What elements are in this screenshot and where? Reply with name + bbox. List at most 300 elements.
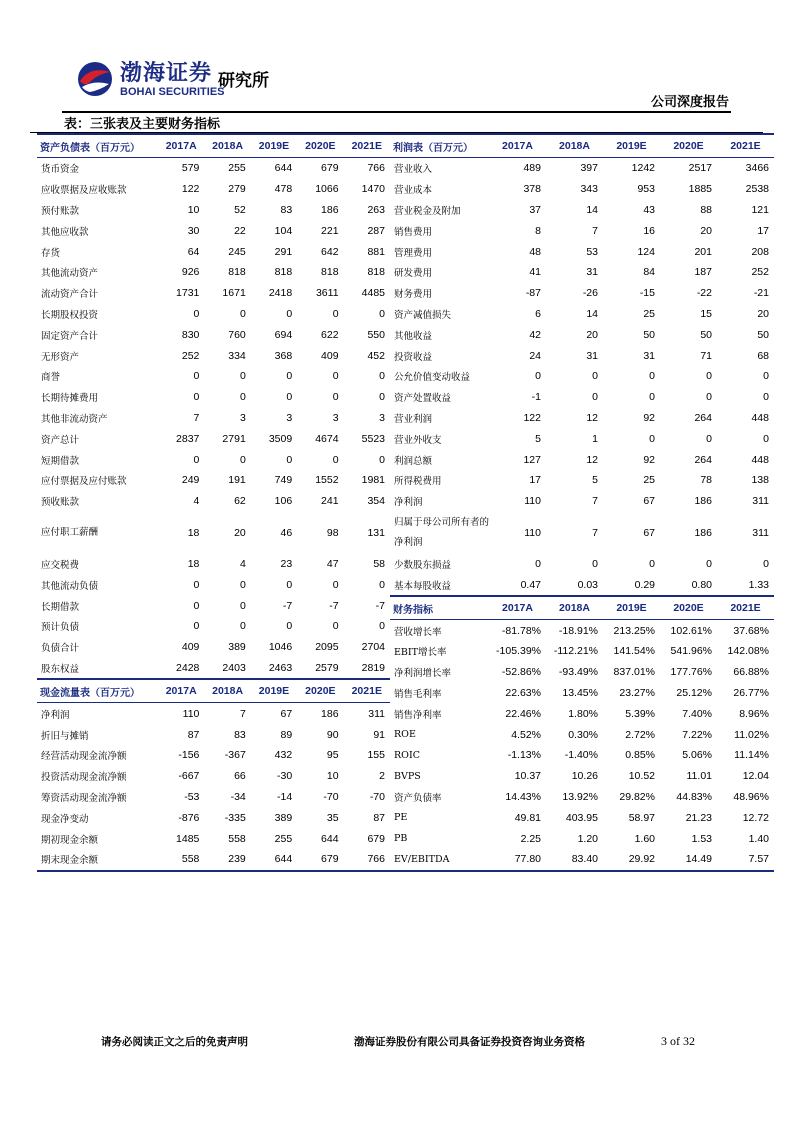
table-row <box>390 662 774 683</box>
row-value: 0 <box>239 370 246 383</box>
row-value: 127 <box>523 453 541 466</box>
row-value: 1.80% <box>568 707 598 720</box>
row-value: 239 <box>204 849 250 871</box>
year-header: 2021E <box>344 679 390 703</box>
row-value: 0 <box>649 370 655 383</box>
table-row <box>390 554 774 575</box>
section-header <box>390 134 774 158</box>
row-value: 46 <box>280 526 293 539</box>
row-value: 138 <box>751 474 769 487</box>
row-label: 股东权益 <box>41 663 80 675</box>
table-row <box>37 428 390 449</box>
year-header: 2018A <box>546 134 603 158</box>
row-value: 50 <box>643 328 655 341</box>
row-value: 252 <box>751 266 769 279</box>
row-value: 87 <box>373 811 385 824</box>
row-value: 10 <box>187 203 200 216</box>
row-value: 1242 <box>631 162 655 175</box>
table-row <box>37 787 390 808</box>
row-value: -26 <box>582 287 598 300</box>
row-value: 77.80 <box>489 849 546 871</box>
year-header: 2021E <box>717 134 774 158</box>
year-header: 2019E <box>603 596 660 620</box>
row-value: 106 <box>274 495 293 508</box>
row-value: 14 <box>586 307 598 320</box>
row-value: -156 <box>178 749 200 762</box>
table-row <box>390 574 774 596</box>
row-label: ROIC <box>394 749 420 761</box>
row-value: 1066 <box>315 183 339 196</box>
year-header: 2021E <box>717 596 774 620</box>
row-label: 货币资金 <box>41 164 80 176</box>
financial-tables <box>37 133 774 872</box>
row-value: 622 <box>321 328 339 341</box>
row-label: 资产负债率 <box>394 792 442 804</box>
row-value: 0 <box>592 391 598 404</box>
table-row <box>390 512 774 554</box>
row-value: 25.12% <box>676 686 712 699</box>
row-label: 预计负债 <box>41 622 80 634</box>
row-value: 249 <box>181 474 200 487</box>
row-value: 579 <box>181 162 200 175</box>
table-row <box>37 470 390 491</box>
row-value: 0 <box>332 620 339 633</box>
row-value: 343 <box>580 183 598 196</box>
row-value: 0 <box>379 391 385 404</box>
bohai-logo-icon <box>76 60 114 98</box>
row-value: 0 <box>239 307 246 320</box>
row-label: 销售费用 <box>394 226 433 238</box>
row-value: 0 <box>763 391 769 404</box>
row-value: 0.29 <box>634 578 655 591</box>
row-label: 流动资产合计 <box>41 289 99 301</box>
row-value: 11.02% <box>734 728 769 741</box>
row-value: 5.39% <box>625 707 655 720</box>
row-value: -93.49% <box>558 666 598 679</box>
row-value: 141.54% <box>613 645 655 658</box>
row-value: 749 <box>274 474 293 487</box>
right-column <box>390 133 774 872</box>
row-value: 311 <box>752 495 769 508</box>
table-row <box>390 449 774 470</box>
row-value: 0.30% <box>568 728 598 741</box>
row-value: 7 <box>592 526 598 539</box>
row-value: 7.40% <box>682 707 712 720</box>
year-header: 2020E <box>660 596 717 620</box>
row-value: 0 <box>763 370 769 383</box>
table-row <box>37 283 390 304</box>
year-header: 2017A <box>158 679 204 703</box>
row-value: 0 <box>286 578 293 591</box>
row-value: 49.81 <box>514 811 541 824</box>
row-value: 0 <box>706 557 712 570</box>
row-label: 存货 <box>41 247 61 259</box>
row-value: -52.86% <box>501 666 541 679</box>
row-value: 0 <box>193 453 200 466</box>
row-label: 期初现金余额 <box>41 834 99 846</box>
row-value: 4 <box>193 495 200 508</box>
row-value: -7 <box>329 599 339 612</box>
row-value: 14.49 <box>660 849 717 871</box>
row-value: 89 <box>280 728 293 741</box>
table-row <box>37 366 390 387</box>
row-value: 131 <box>367 526 385 539</box>
row-value: 389 <box>274 811 293 824</box>
row-value: 3509 <box>268 432 293 445</box>
row-value: 122 <box>523 411 541 424</box>
row-value: 3 <box>332 411 339 424</box>
row-label: 固定资产合计 <box>41 330 99 342</box>
row-value: 926 <box>181 266 200 279</box>
row-value: 0.03 <box>577 578 598 591</box>
row-value: 25 <box>643 474 655 487</box>
table-row <box>37 304 390 325</box>
row-value: 0.80 <box>691 578 712 591</box>
row-label: 利润总额 <box>394 455 433 467</box>
row-value: 3 <box>286 411 293 424</box>
row-value: 23.27% <box>619 686 655 699</box>
row-value: 1552 <box>315 474 339 487</box>
row-value: 43 <box>643 203 655 216</box>
row-value: 7 <box>592 224 598 237</box>
row-label: 净利润增长率 <box>394 668 452 680</box>
row-value: 8.96% <box>739 707 769 720</box>
table-row <box>390 849 774 871</box>
row-value: 264 <box>694 453 712 466</box>
row-value: 3466 <box>745 162 769 175</box>
row-value: 0 <box>649 432 655 445</box>
row-value: 694 <box>274 328 293 341</box>
row-value: -7 <box>375 599 385 612</box>
table-row <box>390 283 774 304</box>
row-value: 20 <box>757 307 769 320</box>
row-value: 8 <box>535 224 541 237</box>
row-value: -22 <box>696 287 712 300</box>
row-value: 29.92 <box>603 849 660 871</box>
table-row <box>37 703 390 724</box>
section-title: 资产负债表（百万元） <box>37 134 158 158</box>
row-value: 37.68% <box>733 624 769 637</box>
row-value: 0 <box>193 391 200 404</box>
row-value: 201 <box>694 245 712 258</box>
row-label: 公允价值变动收益 <box>394 372 471 384</box>
table-row <box>37 724 390 745</box>
row-value: 0 <box>332 578 339 591</box>
table-row <box>390 620 774 641</box>
left-column <box>37 133 390 872</box>
table-row <box>37 345 390 366</box>
row-value: 0 <box>286 391 293 404</box>
row-value: 3 <box>379 411 385 424</box>
year-header: 2020E <box>297 679 343 703</box>
row-label: 长期股权投资 <box>41 309 99 321</box>
row-value: 818 <box>321 266 339 279</box>
row-value: 311 <box>752 526 769 539</box>
table-title: 表：三张表及主要财务指标 <box>64 117 221 132</box>
row-value: 448 <box>751 453 769 466</box>
table-row <box>390 766 774 787</box>
row-value: 409 <box>321 349 339 362</box>
table-row <box>390 262 774 283</box>
row-value: 0 <box>286 370 293 383</box>
row-value: -30 <box>276 770 293 783</box>
row-value: 0 <box>332 370 339 383</box>
row-value: 21.23 <box>685 811 712 824</box>
row-value: 0 <box>332 453 339 466</box>
table-row <box>390 428 774 449</box>
row-value: 0 <box>193 620 200 633</box>
table-row <box>37 200 390 221</box>
row-value: 0 <box>286 307 293 320</box>
row-value: 644 <box>251 849 297 871</box>
row-value: 14.43% <box>505 790 541 803</box>
row-value: 0 <box>706 432 712 445</box>
row-value: 2517 <box>688 162 712 175</box>
year-header: 2019E <box>251 679 297 703</box>
table-row <box>390 158 774 179</box>
row-value: 2538 <box>745 183 769 196</box>
row-label: 财务费用 <box>394 289 433 301</box>
row-value: 44.83% <box>676 790 712 803</box>
table-row <box>37 745 390 766</box>
row-value: 20 <box>234 526 246 539</box>
row-value: 818 <box>274 266 293 279</box>
row-value: 0 <box>592 557 598 570</box>
row-value: 14 <box>586 203 598 216</box>
row-value: 11.01 <box>686 770 712 783</box>
row-value: 0 <box>239 620 246 633</box>
row-value: 91 <box>373 728 385 741</box>
row-value: 102.61% <box>670 624 712 637</box>
row-value: 409 <box>181 641 200 654</box>
year-header: 2018A <box>204 134 250 158</box>
row-value: 12 <box>586 453 598 466</box>
row-value: 29.82% <box>619 790 655 803</box>
row-value: 191 <box>228 474 246 487</box>
row-label: EBIT增长率 <box>394 647 447 659</box>
row-value: 22.46% <box>505 707 541 720</box>
table-row <box>390 807 774 828</box>
row-value: 64 <box>187 245 200 258</box>
row-label: 其他收益 <box>394 330 433 342</box>
row-value: -367 <box>224 749 246 762</box>
row-value: 104 <box>274 224 293 237</box>
row-value: 432 <box>274 749 293 762</box>
row-value: 760 <box>228 328 246 341</box>
row-value: 452 <box>367 349 385 362</box>
section-header <box>390 596 774 620</box>
row-value: 0 <box>763 557 769 570</box>
table-row <box>37 595 390 616</box>
row-value: 22.63% <box>505 686 541 699</box>
row-value: 142.08% <box>727 645 769 658</box>
row-value: 50 <box>757 328 769 341</box>
row-value: 541.96% <box>670 645 712 658</box>
row-value: 7.57 <box>717 849 774 871</box>
row-label: 研发费用 <box>394 268 433 280</box>
row-label: 所得税费用 <box>394 476 442 488</box>
table-row <box>37 616 390 637</box>
row-value: 0 <box>286 453 293 466</box>
table-row <box>390 408 774 429</box>
row-value: -15 <box>639 287 655 300</box>
year-header: 2019E <box>603 134 660 158</box>
row-value: 37 <box>529 203 541 216</box>
row-value: 98 <box>326 526 339 539</box>
row-value: -81.78% <box>501 624 541 637</box>
row-value: 66.88% <box>733 666 769 679</box>
table-row <box>390 828 774 849</box>
row-value: 24 <box>529 349 541 362</box>
row-value: 953 <box>637 183 655 196</box>
row-value: 252 <box>181 349 200 362</box>
row-value: 1731 <box>176 287 200 300</box>
row-value: -667 <box>178 770 200 783</box>
row-value: 1 <box>592 432 598 445</box>
row-value: 35 <box>326 811 339 824</box>
row-value: 0 <box>379 307 385 320</box>
section-title: 财务指标 <box>390 596 489 620</box>
row-value: 15 <box>700 307 712 320</box>
row-label: PE <box>394 812 408 824</box>
row-value: 291 <box>274 245 293 258</box>
table-row <box>37 637 390 658</box>
row-label: 管理费用 <box>394 247 433 259</box>
row-value: 18 <box>187 557 200 570</box>
row-value: 279 <box>228 183 246 196</box>
row-value: 221 <box>321 224 339 237</box>
row-label: 负债合计 <box>41 643 80 655</box>
row-label: 无形资产 <box>41 351 80 363</box>
row-value: 1671 <box>222 287 246 300</box>
row-value: 245 <box>228 245 246 258</box>
row-value: 2428 <box>176 661 200 674</box>
row-label: 销售毛利率 <box>394 688 442 700</box>
row-value: 92 <box>643 411 655 424</box>
row-value: 10 <box>326 770 339 783</box>
footer-qualification: 渤海证券股份有限公司具备证券投资咨询业务资格 <box>354 1036 585 1048</box>
row-value: 22 <box>234 224 246 237</box>
row-value: 31 <box>643 349 655 362</box>
row-value: 4 <box>239 557 246 570</box>
row-value: 644 <box>274 162 293 175</box>
row-value: 3 <box>239 411 246 424</box>
row-value: 550 <box>367 328 385 341</box>
row-value: 644 <box>321 832 339 845</box>
row-label: 短期借款 <box>41 455 80 467</box>
row-value: 186 <box>694 495 712 508</box>
row-value: 642 <box>321 245 339 258</box>
row-label: 经营活动现金流净额 <box>41 751 127 763</box>
row-value: -34 <box>230 790 246 803</box>
row-value: 397 <box>580 162 598 175</box>
row-label: 预收账款 <box>41 497 80 509</box>
row-label: 长期借款 <box>41 601 80 613</box>
row-value: 334 <box>228 349 246 362</box>
row-label: 应交税费 <box>41 559 80 571</box>
row-value: 10.52 <box>628 770 655 783</box>
row-value: 2403 <box>222 661 246 674</box>
table-row <box>37 658 390 680</box>
row-label: 营业利润 <box>394 413 433 425</box>
row-label: BVPS <box>394 770 421 782</box>
row-value: 110 <box>524 526 541 539</box>
table-row <box>37 449 390 470</box>
row-value: 368 <box>274 349 293 362</box>
row-value: 10.37 <box>514 770 541 783</box>
row-label: 预付账款 <box>41 205 80 217</box>
row-value: 186 <box>321 203 339 216</box>
row-value: 58.97 <box>628 811 655 824</box>
row-value: 2837 <box>176 432 200 445</box>
row-value: -1.13% <box>507 749 541 762</box>
row-value: 186 <box>321 707 339 720</box>
row-label: 其他非流动资产 <box>41 413 108 425</box>
row-value: 0 <box>239 391 246 404</box>
table-row <box>37 262 390 283</box>
row-value: -87 <box>525 287 541 300</box>
table-row <box>37 554 390 575</box>
row-value: 0 <box>379 620 385 633</box>
row-value: 1485 <box>176 832 200 845</box>
row-value: 0 <box>239 578 246 591</box>
row-value: 83.40 <box>546 849 603 871</box>
row-value: 177.76% <box>670 666 712 679</box>
row-value: 20 <box>700 224 712 237</box>
row-value: 71 <box>700 349 712 362</box>
row-value: 5 <box>592 474 598 487</box>
row-label: 应收票据及应收账款 <box>41 185 127 197</box>
row-value: 7 <box>592 495 598 508</box>
table-row <box>390 345 774 366</box>
row-value: 2579 <box>315 661 339 674</box>
table-row <box>37 828 390 849</box>
right-table <box>390 133 774 872</box>
row-value: 95 <box>326 749 339 762</box>
row-value: 1.60 <box>634 832 655 845</box>
row-label: 基本每股收益 <box>394 580 452 592</box>
row-value: 16 <box>643 224 655 237</box>
row-label: 投资收益 <box>394 351 433 363</box>
row-value: 68 <box>757 349 769 362</box>
row-value: 7 <box>239 707 246 720</box>
table-row <box>390 304 774 325</box>
row-value: 92 <box>643 453 655 466</box>
row-value: 78 <box>700 474 712 487</box>
row-label: 营业成本 <box>394 185 433 197</box>
row-value: 263 <box>367 203 385 216</box>
row-value: 881 <box>367 245 385 258</box>
row-label: 折旧与摊销 <box>41 730 89 742</box>
table-row <box>390 324 774 345</box>
row-value: -18.91% <box>558 624 598 637</box>
table-row <box>390 491 774 512</box>
row-label: 归属于母公司所有者的净利润 <box>394 516 490 548</box>
row-label: EV/EBITDA <box>390 849 489 871</box>
row-value: 354 <box>367 495 385 508</box>
row-value: 2418 <box>268 287 293 300</box>
section-header <box>37 134 390 158</box>
row-value: 47 <box>326 557 339 570</box>
row-value: 110 <box>182 707 200 720</box>
row-value: 403.95 <box>565 811 598 824</box>
row-value: 389 <box>228 641 246 654</box>
row-value: 67 <box>280 707 293 720</box>
year-header: 2019E <box>251 134 297 158</box>
row-value: 1885 <box>688 183 712 196</box>
table-row <box>390 703 774 724</box>
row-value: 48 <box>529 245 541 258</box>
